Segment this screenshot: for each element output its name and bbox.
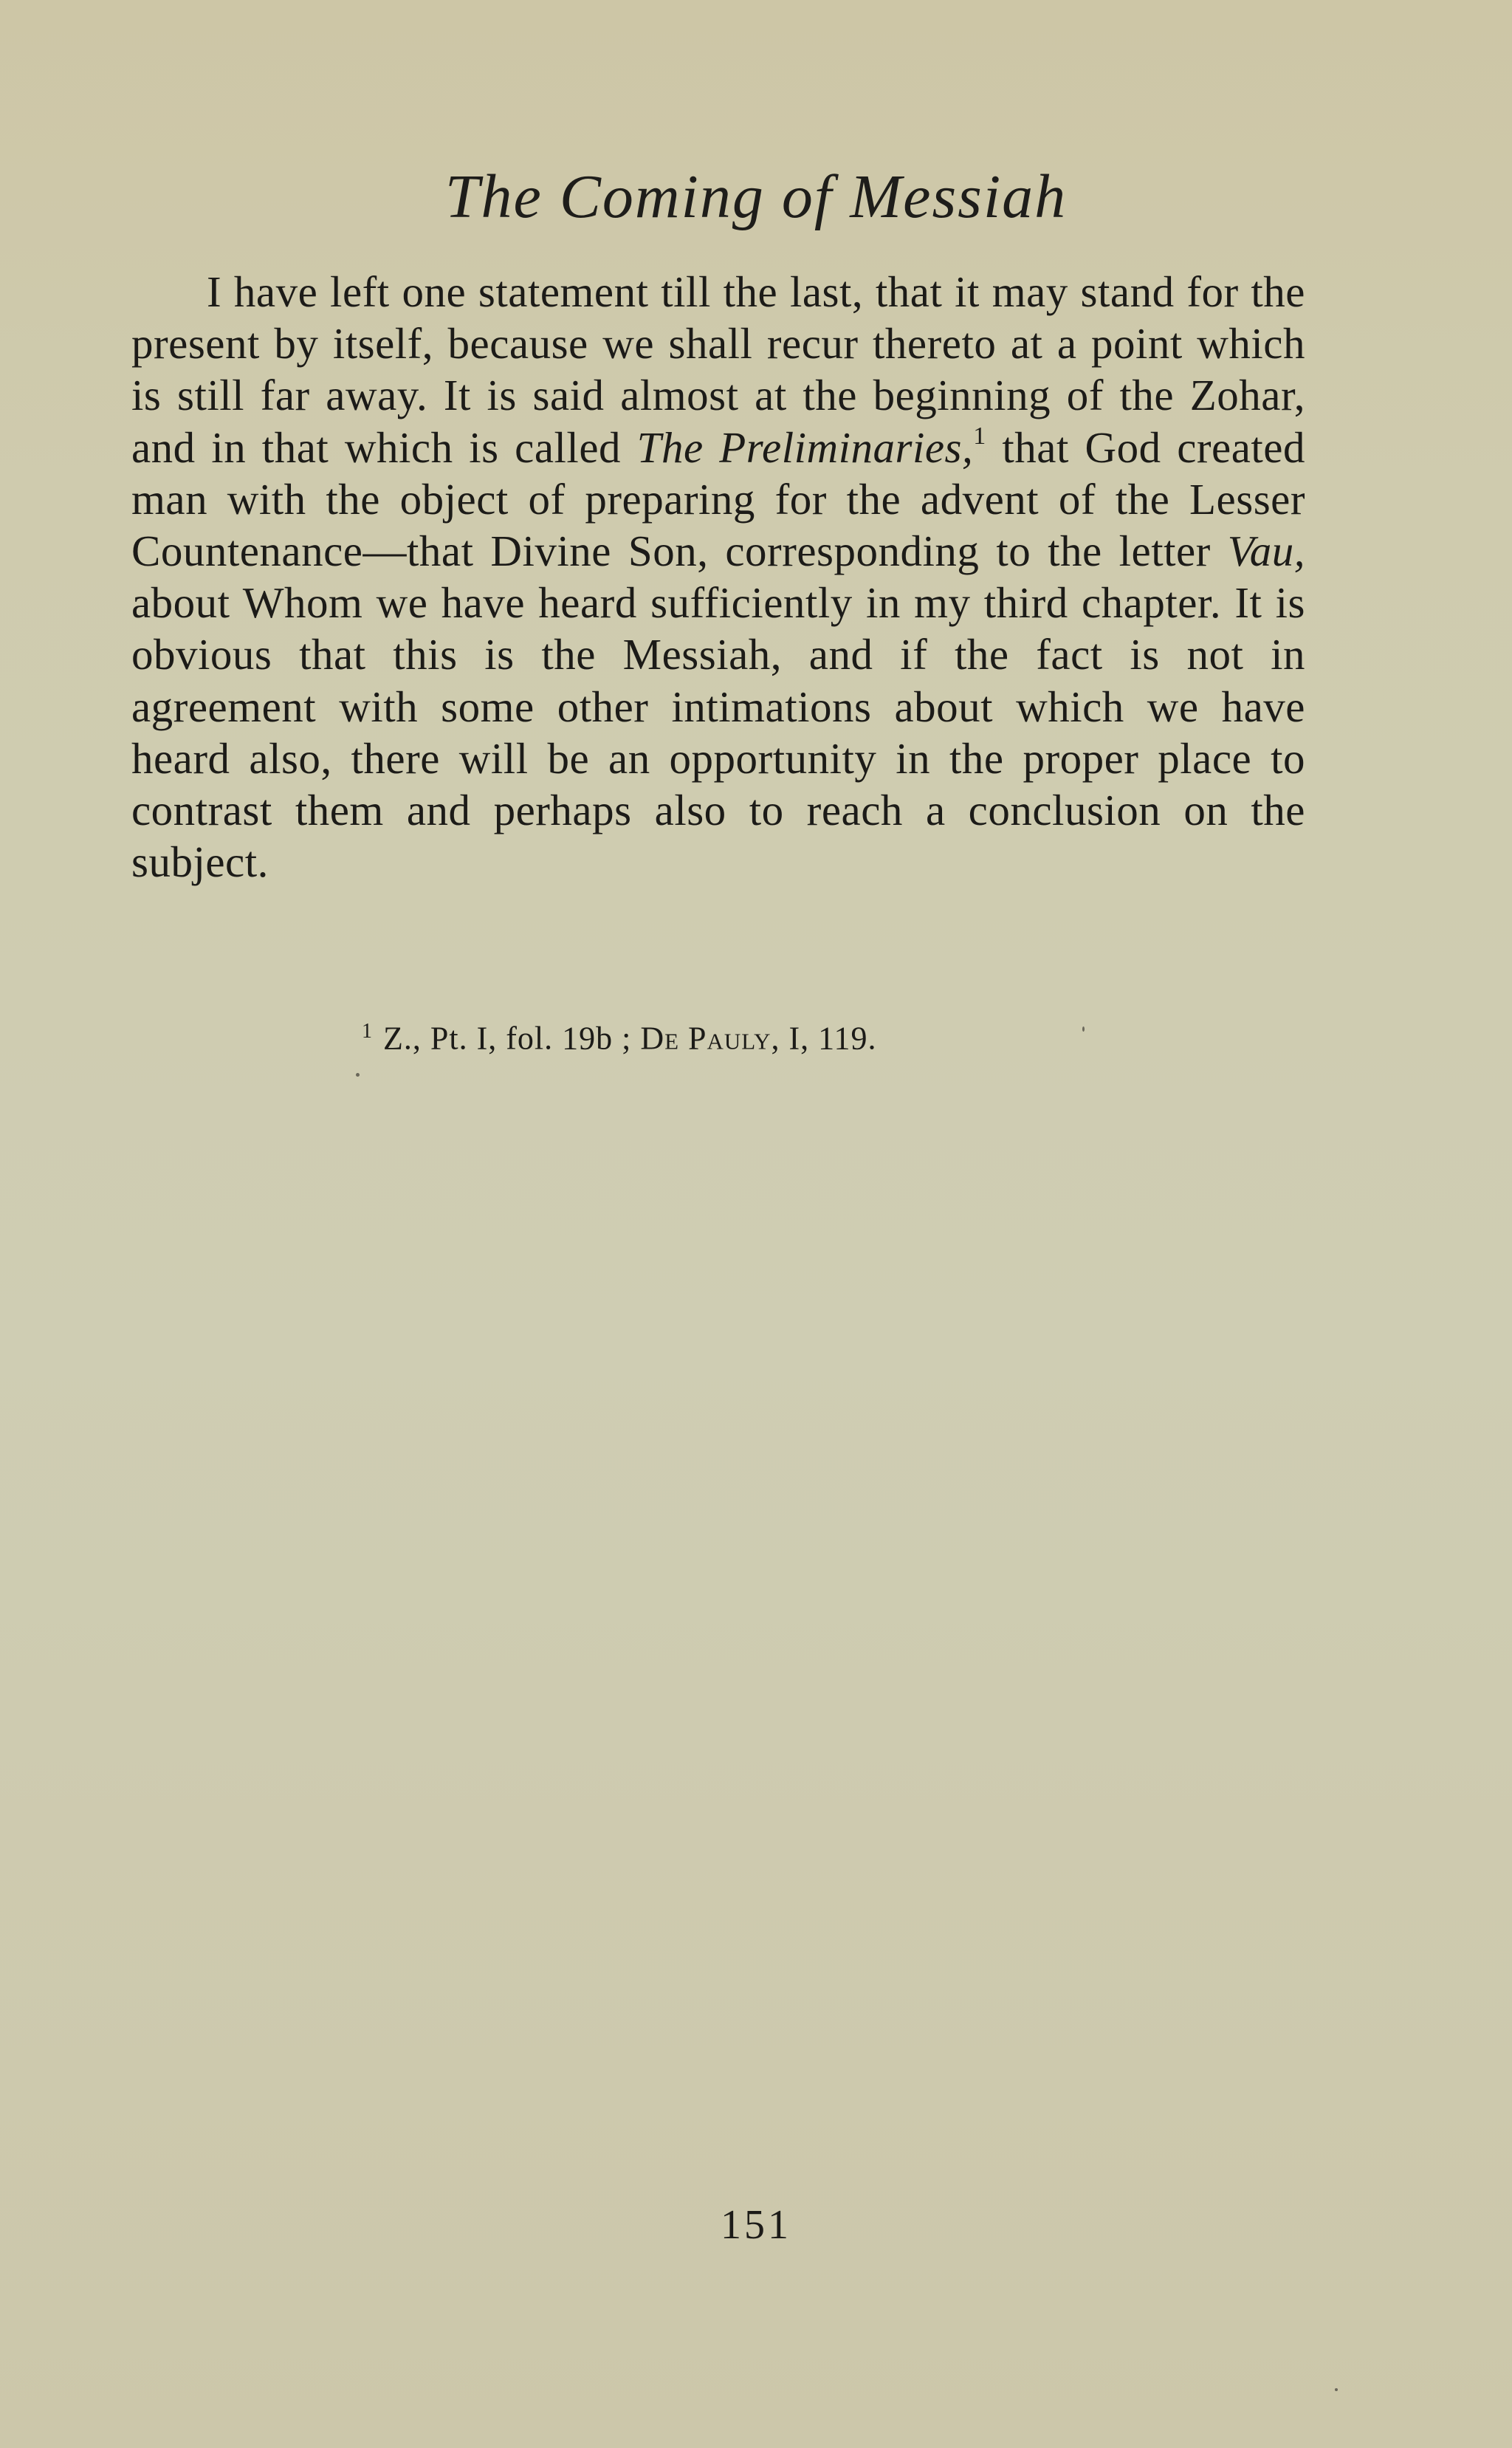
footnote-author: De Pauly [640,1020,772,1057]
footnote-text-after: , I, 119. [771,1020,877,1057]
italic-letter-vau: Vau, [1227,527,1305,576]
paper-speck [1082,1026,1085,1032]
paper-speck [356,1073,360,1077]
paragraph-text-3: about Whom we have heard sufficiently in my third chapter. It is obvious that this is the Messiah, and if the fact is not in agreement with some other intimations about which we have heard also, there will be an opportunity in the proper place to contrast them and perhaps also to reach a conclusion on the subject. [131,578,1305,887]
paper-speck [1335,2388,1338,2391]
body-paragraph [131,266,1305,888]
paragraph-text-1: I have left one statement till the last, that it may stand for the present by itself, because we shall recur thereto at a point which is still far away. It is said almost at the beginning of the Zohar, and in that which is called [131,267,1305,472]
page-number: 151 [721,2202,791,2248]
italic-title-preliminaries: The Preliminaries, [636,422,974,472]
footnote-marker: 1 [362,1020,373,1043]
footnote-text-before: Z., Pt. I, fol. 19b ; [383,1020,641,1057]
footnote [362,1019,1248,1058]
running-head: The Coming of Messiah [444,162,1068,231]
paragraph-text-2: that God created man with the object of preparing for the advent of the Lesser Countenance—that Divine Son, corresponding to the letter [131,422,1305,576]
footnote-reference: 1 [973,422,986,450]
